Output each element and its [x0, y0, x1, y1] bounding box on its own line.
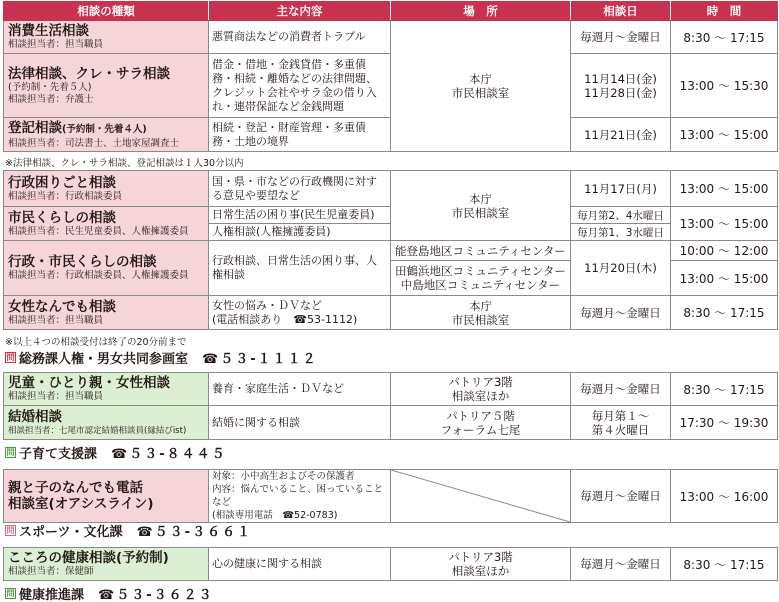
table-row-consumer	[4, 21, 778, 54]
life-name	[4, 207, 209, 241]
marriage-place2: フォーラム七尾	[440, 422, 521, 437]
section4-dept-name: スポーツ・文化課	[19, 525, 123, 540]
women-title: 女性なんでも相談	[8, 298, 116, 315]
consumer-name	[4, 21, 209, 54]
consumer-day: 毎週月～金曜日	[571, 21, 671, 54]
inquiry-icon: 問	[6, 589, 15, 598]
women-time: 8:30 ～ 17:15	[671, 296, 778, 330]
oasis-content3: (相談専用電話 ☎52-0783)	[212, 510, 338, 521]
oasis-title2: 相談室(オアシスライン)	[8, 496, 154, 512]
consultation-table-3	[3, 372, 778, 440]
women-place2: 市民相談室	[451, 312, 510, 327]
life-content2: 人権相談(人権擁護委員)	[209, 224, 391, 241]
table-row-marriage	[4, 406, 778, 440]
legal-staff: 相談担当者：弁護士	[8, 93, 94, 105]
inquiry-icon: 問	[6, 448, 15, 457]
header-content: 主な内容	[209, 2, 391, 21]
combined-day: 11月20日(木)	[571, 241, 671, 296]
mental-title: こころの健康相談(予約制)	[8, 550, 169, 566]
section2-place-line2: 市民相談室	[451, 205, 510, 220]
women-content	[209, 296, 391, 330]
legal-name	[4, 54, 209, 118]
mental-time: 8:30 ～ 17:15	[671, 548, 778, 581]
marriage-content: 結婚に関する相談	[209, 406, 391, 440]
marriage-name	[4, 406, 209, 440]
registry-time: 13:00 ～ 15:00	[671, 118, 778, 152]
table-row-oasis	[4, 470, 778, 523]
header-day: 相談日	[571, 2, 671, 21]
table-row-mental	[4, 548, 778, 581]
registry-reservation: (予約制・先着４人)	[62, 123, 147, 135]
section2-contact	[5, 348, 318, 367]
oasis-time: 13:00 ～ 16:00	[671, 470, 778, 523]
admin-name	[4, 171, 209, 207]
life-day1: 毎月第2、4水曜日	[571, 207, 671, 224]
combined-place2: 田鶴浜地区コミュニティセンター	[395, 264, 566, 278]
admin-staff: 相談担当者：行政相談委員	[8, 190, 123, 202]
child-place2: 相談室ほか	[451, 389, 510, 403]
women-place	[391, 296, 571, 330]
life-title: 市民くらしの相談	[8, 209, 116, 226]
child-name	[4, 373, 209, 406]
table-row-combined-1	[4, 241, 778, 261]
marriage-place1: パトリア５階	[446, 408, 515, 423]
combined-time1: 10:00 ～ 12:00	[671, 241, 778, 261]
header-place: 場 所	[391, 2, 571, 21]
section2-dept-tel: ☎５３-１１１２	[202, 352, 318, 367]
combined-place1: 能登島地区コミュニティセンター	[391, 241, 571, 261]
child-time: 8:30 ～ 17:15	[671, 373, 778, 406]
oasis-content	[209, 470, 391, 523]
mental-place	[391, 548, 571, 581]
oasis-title1: 親と子のなんでも電話	[8, 480, 143, 496]
registry-title: 登記相談	[8, 119, 62, 136]
life-staff: 相談担当者：民生児童委員、人権擁護委員	[8, 225, 189, 237]
marriage-place	[391, 406, 571, 440]
legal-content: 借金・借地・金銭貸借・多重債務・相続・離婚などの法律問題、クレジット会社やサラ金の借り入れ・連帯保証など金銭問題	[209, 54, 391, 118]
life-content1: 日常生活の困り事(民生児童委員)	[209, 207, 391, 224]
combined-staff: 相談担当者：行政相談委員、人権擁護委員	[8, 270, 189, 281]
combined-name	[4, 241, 209, 296]
section2-dept-name: 総務課人権・男女共同参画室	[19, 352, 189, 367]
table-header	[4, 2, 778, 21]
mental-name	[4, 548, 209, 581]
section4-dept-tel: ☎５３-３６６１	[136, 525, 253, 540]
section2-place	[391, 171, 571, 241]
section5-contact	[5, 584, 214, 602]
inquiry-icon: 問	[6, 526, 15, 535]
section3-contact	[5, 443, 227, 462]
registry-name	[4, 118, 209, 152]
oasis-content2: 内容：悩んでいること、困っていることなど	[212, 484, 384, 508]
oasis-place-empty	[391, 470, 571, 523]
mental-place2: 相談室ほか	[451, 564, 510, 578]
child-place1: パトリア3階	[448, 375, 513, 389]
women-staff: 相談担当者：担当職員	[8, 314, 104, 326]
table-row-child	[4, 373, 778, 406]
women-day: 毎週月～金曜日	[571, 296, 671, 330]
admin-content: 国・県・市などの行政機関に対する意見や要望など	[209, 171, 391, 207]
table-row-admin	[4, 171, 778, 207]
consultation-table-4	[3, 469, 778, 523]
admin-day: 11月17日(月)	[571, 171, 671, 207]
registry-day: 11月21日(金)	[571, 118, 671, 152]
consumer-title: 消費生活相談	[8, 23, 89, 39]
marriage-days	[571, 406, 671, 440]
consultation-table-2	[3, 170, 778, 330]
section1-place-line2: 市民相談室	[451, 86, 510, 100]
legal-reservation: (予約制・先着５人)	[8, 81, 92, 93]
section4-contact	[5, 521, 252, 540]
consumer-staff: 相談担当者：担当職員	[8, 39, 104, 50]
registry-title-wrap	[8, 120, 204, 138]
combined-time2: 13:00 ～ 15:00	[671, 261, 778, 296]
consumer-content: 悪質商法などの消費者トラブル	[209, 21, 391, 54]
legal-time: 13:00 ～ 15:30	[671, 54, 778, 118]
registry-content: 相続・登記・財産管理・多重債務・土地の境界	[209, 118, 391, 152]
child-staff: 相談担当者：担当職員	[8, 391, 104, 402]
section1-place-line1: 本庁	[469, 72, 492, 86]
section1-note: ※法律相談、クレ・サラ相談、登記相談は１人30分以内	[5, 158, 244, 169]
marriage-staff: 相談担当者：七尾市認定結婚相談員(縁結びist)	[8, 425, 187, 436]
legal-day2: 11月28日(金)	[584, 85, 657, 100]
mental-content: 心の健康に関する相談	[209, 548, 391, 581]
legal-days	[571, 54, 671, 118]
combined-title: 行政・市民くらしの相談	[8, 254, 157, 270]
combined-content: 行政相談、日常生活の困り事、人権相談	[209, 241, 391, 296]
consumer-time: 8:30 ～ 17:15	[671, 21, 778, 54]
mental-staff: 相談担当者：保健師	[8, 566, 94, 577]
inquiry-icon: 問	[6, 353, 15, 362]
section5-dept-name: 健康推進課	[19, 588, 85, 602]
marriage-day2: 第４火曜日	[591, 422, 650, 437]
table-row-women	[4, 296, 778, 330]
legal-day1: 11月14日(金)	[584, 71, 657, 86]
section5-dept-tel: ☎５３-３６２３	[98, 588, 214, 602]
diagonal-line	[391, 470, 570, 522]
marriage-time: 17:30 ～ 19:30	[671, 406, 778, 440]
section3-dept-tel: ☎５３-８４４５	[111, 447, 227, 462]
oasis-name	[4, 470, 209, 523]
oasis-content1: 対象：小中高生およびその保護者	[212, 471, 355, 482]
header-type: 相談の種類	[4, 2, 209, 21]
women-content1: 女性の悩み・ＤＶなど	[212, 298, 322, 312]
women-place1: 本庁	[469, 298, 492, 313]
section2-place-line1: 本庁	[469, 191, 492, 206]
women-name	[4, 296, 209, 330]
life-time: 13:00 ～ 15:00	[671, 207, 778, 241]
admin-time: 13:00 ～ 15:00	[671, 171, 778, 207]
child-place	[391, 373, 571, 406]
oasis-day: 毎週月～金曜日	[571, 470, 671, 523]
mental-day: 毎週月～金曜日	[571, 548, 671, 581]
child-content: 養育・家庭生活・ＤＶなど	[209, 373, 391, 406]
life-day2: 毎月第1、3水曜日	[571, 224, 671, 241]
section1-place	[391, 21, 571, 152]
legal-title: 法律相談、クレ・サラ相談	[8, 65, 170, 82]
section3-dept-name: 子育て支援課	[19, 447, 98, 462]
combined-place3: 中島地区コミュニティセンター	[400, 278, 561, 292]
women-content2: (電話相談あり ☎53-1112)	[212, 312, 358, 326]
child-title: 児童・ひとり親・女性相談	[8, 375, 170, 391]
registry-staff: 相談担当者：司法書士、土地家屋調査士	[8, 137, 180, 149]
header-time: 時 間	[671, 2, 778, 21]
marriage-title: 結婚相談	[8, 408, 62, 425]
combined-place-group	[391, 261, 571, 296]
section2-note: ※以上４つの相談受付は終了の20分前まで	[5, 337, 187, 348]
child-day: 毎週月～金曜日	[571, 373, 671, 406]
marriage-day1: 毎月第１～	[591, 408, 650, 423]
admin-title: 行政困りごと相談	[8, 174, 116, 191]
mental-place1: パトリア3階	[448, 550, 513, 564]
consultation-table-5	[3, 547, 778, 581]
consultation-table-1	[3, 1, 778, 152]
